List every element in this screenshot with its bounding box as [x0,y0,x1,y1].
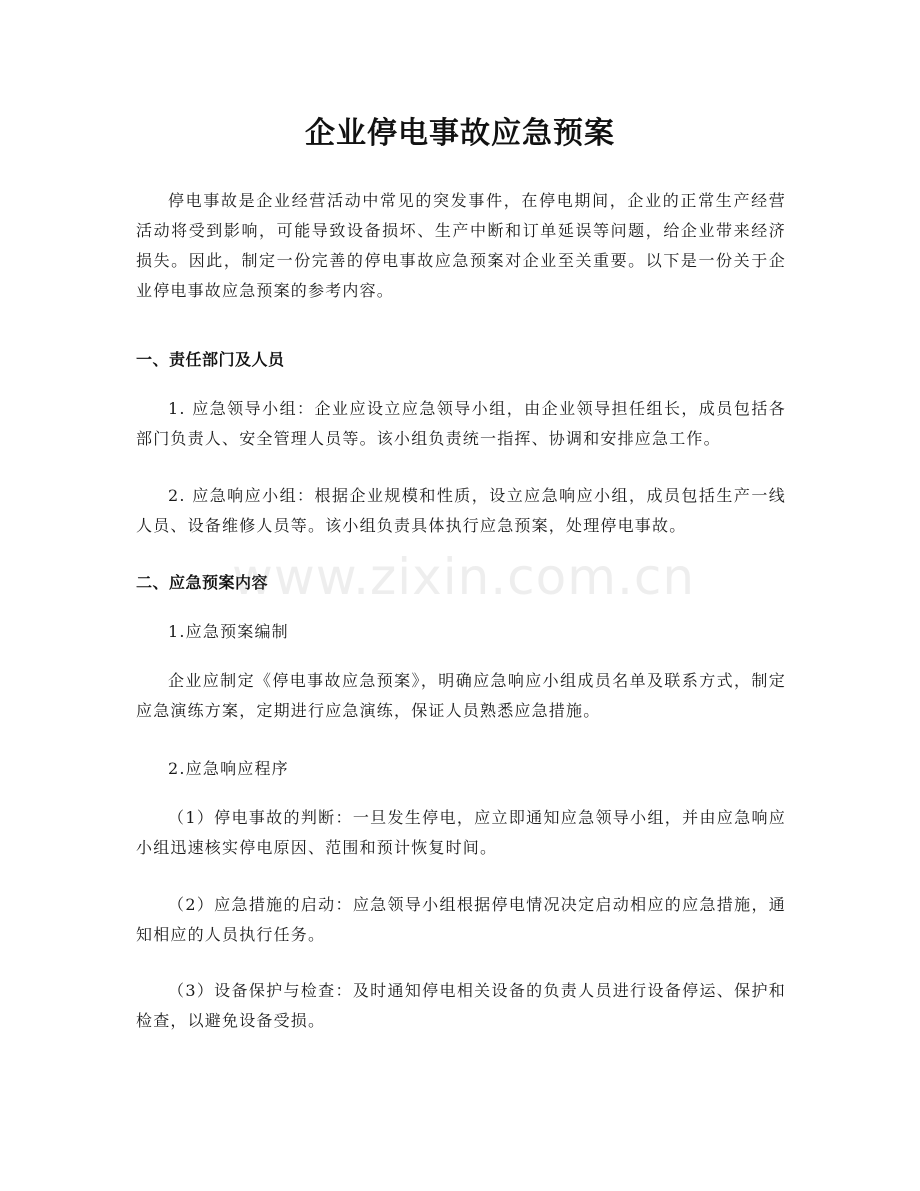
section-1-item-2: 2. 应急响应小组：根据企业规模和性质，设立应急响应小组，成员包括生产一线人员、设备维修人员等。该小组负责具体执行应急预案，处理停电事故。 [136,486,786,535]
response-step-2: （2）应急措施的启动：应急领导小组根据停电情况决定启动相应的应急措施，通知相应的人员执行任务。 [136,895,786,944]
response-step-1: （1）停电事故的判断：一旦发生停电，应立即通知应急领导小组，并由应急响应小组迅速核实停电原因、范围和预计恢复时间。 [136,808,786,857]
subsection-1-title: 1.应急预案编制 [168,622,289,641]
subsection-2-title: 2.应急响应程序 [168,759,289,778]
watermark: www.zixin.com.cn [232,548,696,606]
section-1-heading: 一、责任部门及人员 [136,350,285,369]
document-title: 企业停电事故应急预案 [305,116,615,151]
intro-paragraph: 停电事故是企业经营活动中常见的突发事件，在停电期间，企业的正常生产经营活动将受到影响，可能导致设备损坏、生产中断和订单延误等问题，给企业带来经济损失。因此，制定一份完善的停电事故应急预案对企业至关重要。以下是一份关于企业停电事故应急预案的参考内容。 [136,191,786,300]
response-step-3: （3）设备保护与检查：及时通知停电相关设备的负责人员进行设备停运、保护和检查，以避免设备受损。 [136,981,786,1030]
subsection-1-text: 企业应制定《停电事故应急预案》，明确应急响应小组成员名单及联系方式，制定应急演练方案，定期进行应急演练，保证人员熟悉应急措施。 [136,671,786,720]
section-2-heading: 二、应急预案内容 [136,573,269,592]
section-1-item-1: 1. 应急领导小组：企业应设立应急领导小组，由企业领导担任组长，成员包括各部门负责人、安全管理人员等。该小组负责统一指挥、协调和安排应急工作。 [136,399,786,448]
